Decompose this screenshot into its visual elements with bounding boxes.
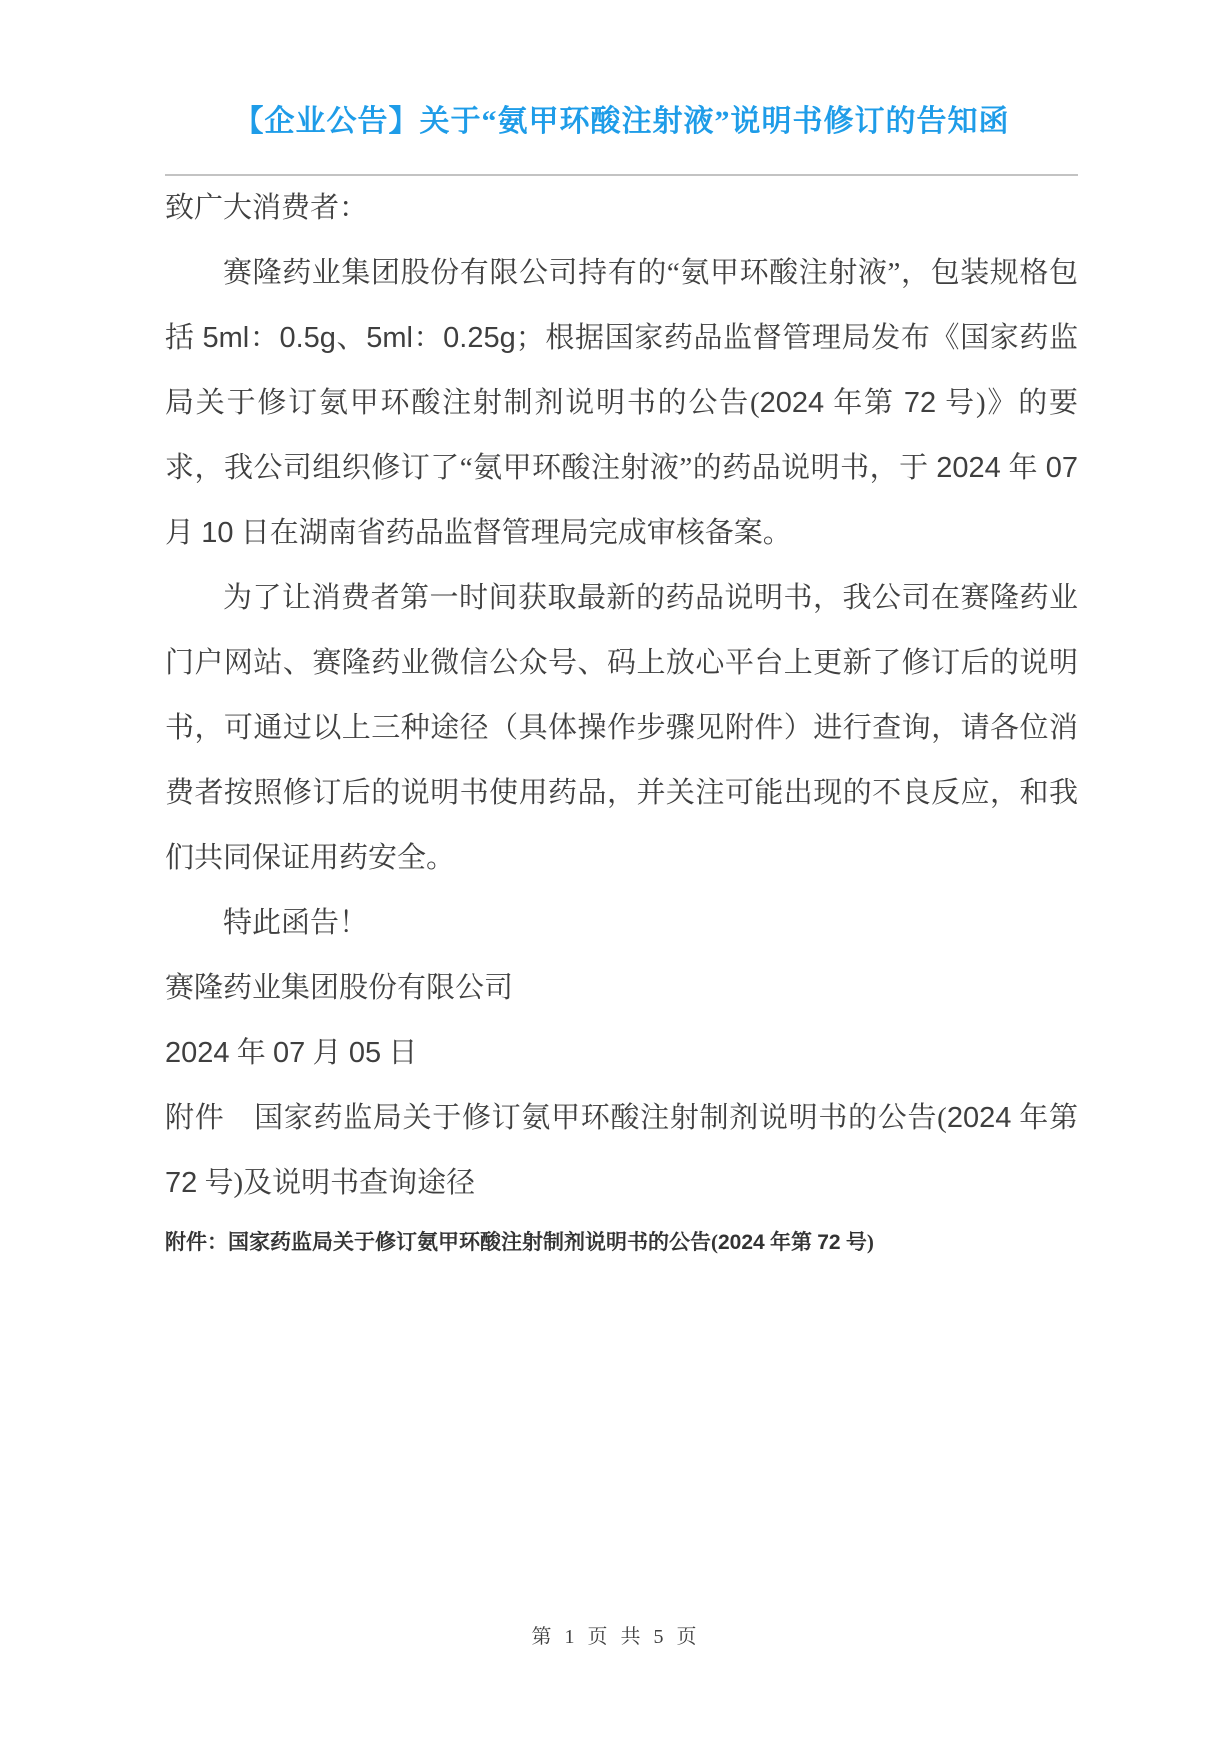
attachment-note: 附件：国家药监局关于修订氨甲环酸注射制剂说明书的公告(2024 年第 72 号) xyxy=(165,1229,874,1254)
signature-date: 2024 年 07 月 05 日 xyxy=(165,1036,418,1069)
salutation: 致广大消费者： xyxy=(165,191,369,224)
signature-company: 赛隆药业集团股份有限公司 xyxy=(165,971,514,1004)
page-number-footer: 第 1 页 共 5 页 xyxy=(531,1626,701,1648)
closing-phrase: 特此函告！ xyxy=(223,906,369,939)
attachment-reference: 附件 国家药监局关于修订氨甲环酸注射制剂说明书的公告(2024 年第 72 号)及说明书查询途径 xyxy=(165,1101,1078,1199)
page-title: 【企业公告】关于“氨甲环酸注射液”说明书修订的告知函 xyxy=(233,105,1010,138)
paragraph-1: 赛隆药业集团股份有限公司持有的“氨甲环酸注射液”，包装规格包括 5ml：0.5g、5ml：0.25g；根据国家药品监督管理局发布《国家药监局关于修订氨甲环酸注射制剂说明书的公告(2024 年第 72 号)》的要求，我公司组织修订了“氨甲环酸注射液”的药品说明书，于 2024 年 07 月 10 日在湖南省药品监督管理局完成审核备案。 xyxy=(165,256,1078,549)
document-content xyxy=(0,100,1232,1269)
paragraph-2: 为了让消费者第一时间获取最新的药品说明书，我公司在赛隆药业门户网站、赛隆药业微信公众号、码上放心平台上更新了修订后的说明书，可通过以上三种途径（具体操作步骤见附件）进行查询，请各位消费者按照修订后的说明书使用药品，并关注可能出现的不良反应，和我们共同保证用药安全。 xyxy=(165,581,1078,874)
